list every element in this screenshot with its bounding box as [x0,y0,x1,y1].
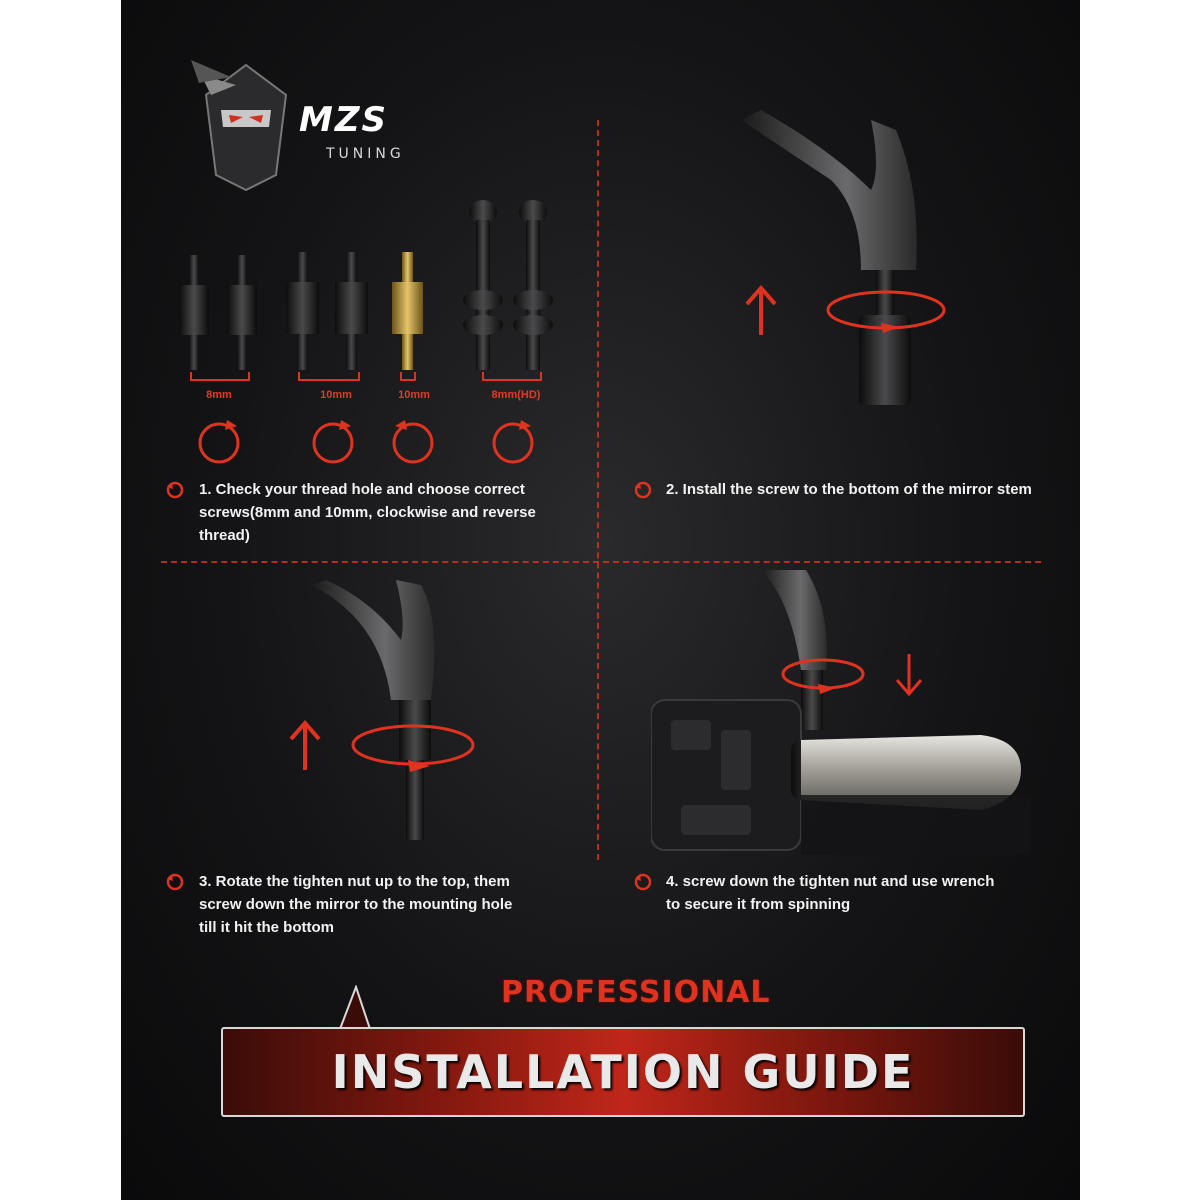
installation-guide-banner [221,1027,1025,1117]
size-label-8mm-hd: 8mm(HD) [491,389,541,401]
size-label-10mm: 10mm [320,389,352,401]
down-arrow-icon [891,652,927,700]
mirror-stem-image [721,110,981,420]
step-bullet-icon [165,872,185,892]
size-label-8mm: 8mm [206,389,232,401]
rotate-arrow-icon [346,720,481,780]
step-bullet-icon [633,872,653,892]
step-3-text: 3. Rotate the tighten nut up to the top, them screw down the mirror to the mounting hole till it hit the bottom [199,873,513,936]
clockwise-arrow-icon [311,418,355,466]
step-1-text: 1. Check your thread hole and choose correct screws(8mm and 10mm, clockwise and reverse thread) [199,481,536,544]
counterclockwise-arrow-icon [391,418,435,466]
size-label-10mm-brass: 10mm [398,389,430,401]
step-bullet-icon [633,480,653,500]
up-arrow-icon [741,280,781,340]
up-arrow-icon [285,715,325,775]
step-bullet-icon [165,480,185,500]
step-2-text: 2. Install the screw to the bottom of the mirror stem [666,481,1032,498]
brand-subtitle: TUNING [326,146,405,162]
ninja-logo-icon [191,55,301,195]
brand-name: MZS [299,100,388,140]
screw-set-image [161,190,581,390]
speech-tail-icon [336,985,376,1031]
professional-eyebrow: PROFESSIONAL [501,975,771,1010]
clockwise-arrow-icon [491,418,535,466]
rotate-arrow-icon [776,652,871,698]
vertical-divider [597,120,599,860]
rotate-arrow-icon [821,285,951,335]
clockwise-arrow-icon [197,418,241,466]
installation-guide-title: INSTALLATION GUIDE [331,1045,915,1099]
guide-panel [121,0,1080,1200]
handlebar-mount-image [651,570,1041,870]
step-4-text: 4. screw down the tighten nut and use wrench to secure it from spinning [666,873,995,913]
horizontal-divider [161,561,1041,563]
